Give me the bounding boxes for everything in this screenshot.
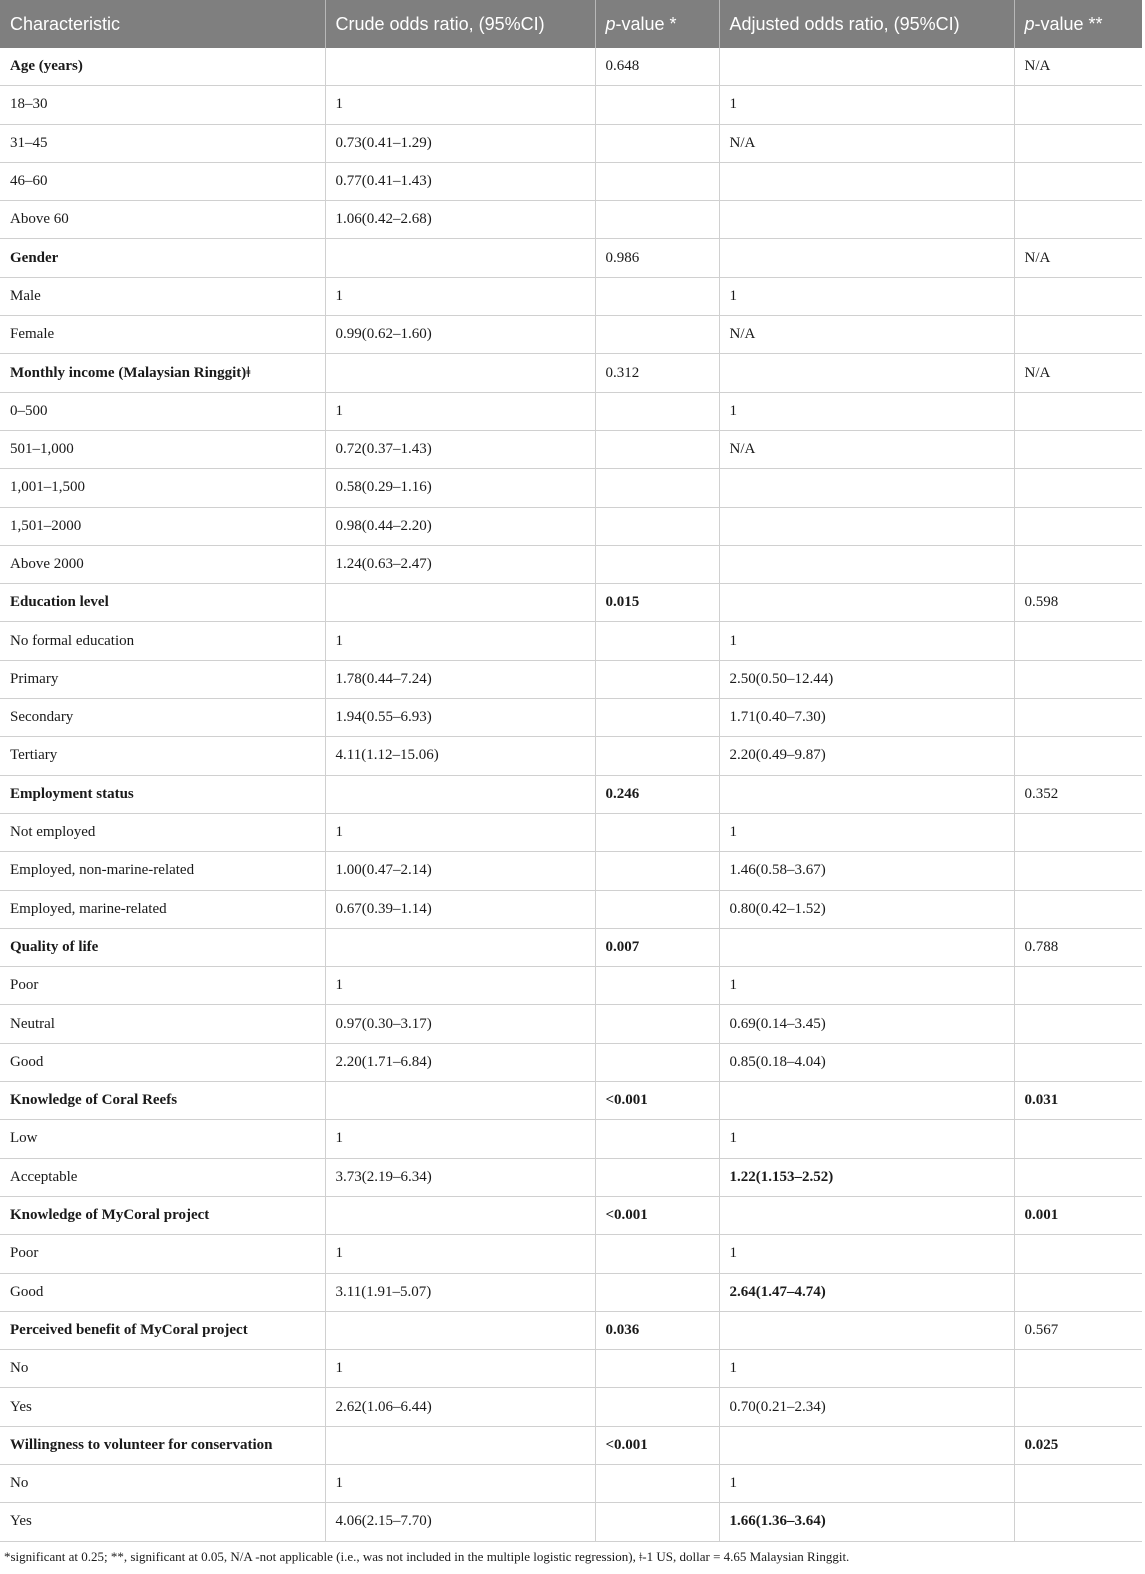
adjusted-odds-ratio-cell <box>719 507 1014 545</box>
p-value-adjusted-cell <box>1014 1120 1142 1158</box>
table-row <box>0 813 1142 851</box>
p-value-crude-cell <box>595 392 719 430</box>
crude-odds-ratio-cell: 0.73(0.41–1.29) <box>325 124 595 162</box>
adjusted-odds-ratio-cell: 1 <box>719 1350 1014 1388</box>
p-value-crude-cell <box>595 1273 719 1311</box>
p-value-adjusted-cell: N/A <box>1014 48 1142 86</box>
adjusted-odds-ratio-cell <box>719 1082 1014 1120</box>
p-value-adjusted-cell <box>1014 430 1142 468</box>
table-row <box>0 584 1142 622</box>
p-value-adjusted-cell <box>1014 86 1142 124</box>
p-value-crude-cell <box>595 277 719 315</box>
p-value-adjusted-cell: 0.352 <box>1014 775 1142 813</box>
characteristic-cell: Not employed <box>0 813 325 851</box>
characteristic-cell: Female <box>0 316 325 354</box>
header-adjusted-odds-ratio: Adjusted odds ratio, (95%CI) <box>719 0 1014 48</box>
p-value-adjusted-cell: N/A <box>1014 239 1142 277</box>
p-value-crude-cell: 0.036 <box>595 1311 719 1349</box>
p-value-crude-cell <box>595 852 719 890</box>
crude-odds-ratio-cell: 1.78(0.44–7.24) <box>325 660 595 698</box>
table-header-row <box>0 0 1142 48</box>
adjusted-odds-ratio-cell <box>719 239 1014 277</box>
crude-odds-ratio-cell: 1.06(0.42–2.68) <box>325 201 595 239</box>
p-value-adjusted-cell: 0.788 <box>1014 928 1142 966</box>
characteristic-cell: Willingness to volunteer for conservation <box>0 1426 325 1464</box>
crude-odds-ratio-cell: 0.58(0.29–1.16) <box>325 469 595 507</box>
characteristic-cell: Above 60 <box>0 201 325 239</box>
crude-odds-ratio-cell: 1 <box>325 1464 595 1502</box>
adjusted-odds-ratio-cell: N/A <box>719 316 1014 354</box>
p-value-crude-cell: 0.312 <box>595 354 719 392</box>
adjusted-odds-ratio-cell: 1 <box>719 622 1014 660</box>
p-value-crude-cell <box>595 1120 719 1158</box>
p-value-crude-cell <box>595 545 719 583</box>
adjusted-odds-ratio-cell: 1 <box>719 813 1014 851</box>
p-value-crude-cell: 0.648 <box>595 48 719 86</box>
crude-odds-ratio-cell: 2.62(1.06–6.44) <box>325 1388 595 1426</box>
crude-odds-ratio-cell: 1.94(0.55–6.93) <box>325 699 595 737</box>
table-row <box>0 1350 1142 1388</box>
p-value-crude-cell <box>595 124 719 162</box>
p-value-crude-cell <box>595 737 719 775</box>
adjusted-odds-ratio-cell: 1 <box>719 1235 1014 1273</box>
p-value-adjusted-cell <box>1014 1005 1142 1043</box>
p-value-crude-cell <box>595 622 719 660</box>
table-row <box>0 201 1142 239</box>
crude-odds-ratio-cell: 0.67(0.39–1.14) <box>325 890 595 928</box>
p-value-adjusted-cell <box>1014 469 1142 507</box>
crude-odds-ratio-cell: 1 <box>325 86 595 124</box>
p-value-crude-cell <box>595 813 719 851</box>
adjusted-odds-ratio-cell <box>719 162 1014 200</box>
p-value-crude-cell <box>595 1350 719 1388</box>
adjusted-odds-ratio-cell <box>719 584 1014 622</box>
p-value-adjusted-cell <box>1014 162 1142 200</box>
adjusted-odds-ratio-cell: 1.22(1.153–2.52) <box>719 1158 1014 1196</box>
crude-odds-ratio-cell: 2.20(1.71–6.84) <box>325 1043 595 1081</box>
characteristic-cell: Acceptable <box>0 1158 325 1196</box>
table-row <box>0 48 1142 86</box>
characteristic-cell: Monthly income (Malaysian Ringgit)ǂ <box>0 354 325 392</box>
p-value-crude-cell <box>595 430 719 468</box>
p-value-adjusted-cell <box>1014 737 1142 775</box>
p-value-adjusted-cell: 0.598 <box>1014 584 1142 622</box>
crude-odds-ratio-cell: 1.24(0.63–2.47) <box>325 545 595 583</box>
table-body <box>0 48 1142 1541</box>
crude-odds-ratio-cell <box>325 48 595 86</box>
header-characteristic: Characteristic <box>0 0 325 48</box>
characteristic-cell: Low <box>0 1120 325 1158</box>
table-row <box>0 392 1142 430</box>
characteristic-cell: Employed, non-marine-related <box>0 852 325 890</box>
crude-odds-ratio-cell: 1 <box>325 967 595 1005</box>
table-row <box>0 622 1142 660</box>
p-value-crude-cell <box>595 1503 719 1541</box>
p-value-adjusted-cell <box>1014 1388 1142 1426</box>
characteristic-cell: 0–500 <box>0 392 325 430</box>
crude-odds-ratio-cell: 1 <box>325 622 595 660</box>
characteristic-cell: Age (years) <box>0 48 325 86</box>
p-value-adjusted-cell <box>1014 1273 1142 1311</box>
crude-odds-ratio-cell: 1 <box>325 1350 595 1388</box>
characteristic-cell: Poor <box>0 1235 325 1273</box>
adjusted-odds-ratio-cell: N/A <box>719 430 1014 468</box>
table-row <box>0 890 1142 928</box>
p-value-crude-cell <box>595 1464 719 1502</box>
p-value-crude-cell <box>595 967 719 1005</box>
adjusted-odds-ratio-cell <box>719 928 1014 966</box>
characteristic-cell: Primary <box>0 660 325 698</box>
p-value-crude-cell: 0.246 <box>595 775 719 813</box>
adjusted-odds-ratio-cell: 1 <box>719 392 1014 430</box>
table-row <box>0 162 1142 200</box>
adjusted-odds-ratio-cell: N/A <box>719 124 1014 162</box>
table-row <box>0 967 1142 1005</box>
table-row <box>0 1158 1142 1196</box>
adjusted-odds-ratio-cell: 1.71(0.40–7.30) <box>719 699 1014 737</box>
table-row <box>0 928 1142 966</box>
p-value-crude-cell: 0.015 <box>595 584 719 622</box>
table-row <box>0 1464 1142 1502</box>
table-row <box>0 1426 1142 1464</box>
adjusted-odds-ratio-cell <box>719 545 1014 583</box>
p-value-adjusted-cell: 0.031 <box>1014 1082 1142 1120</box>
header-crude-odds-ratio: Crude odds ratio, (95%CI) <box>325 0 595 48</box>
crude-odds-ratio-cell: 1 <box>325 277 595 315</box>
characteristic-cell: Knowledge of MyCoral project <box>0 1196 325 1234</box>
adjusted-odds-ratio-cell: 1 <box>719 1464 1014 1502</box>
table-row <box>0 1273 1142 1311</box>
crude-odds-ratio-cell <box>325 928 595 966</box>
table-row <box>0 86 1142 124</box>
adjusted-odds-ratio-cell: 1 <box>719 967 1014 1005</box>
table-row <box>0 737 1142 775</box>
crude-odds-ratio-cell <box>325 354 595 392</box>
table-row <box>0 316 1142 354</box>
characteristic-cell: Neutral <box>0 1005 325 1043</box>
crude-odds-ratio-cell <box>325 1311 595 1349</box>
p-value-adjusted-cell: 0.025 <box>1014 1426 1142 1464</box>
p-value-crude-cell <box>595 162 719 200</box>
table-row <box>0 124 1142 162</box>
p-value-crude-cell: 0.986 <box>595 239 719 277</box>
adjusted-odds-ratio-cell <box>719 48 1014 86</box>
adjusted-odds-ratio-cell: 0.69(0.14–3.45) <box>719 1005 1014 1043</box>
p-value-adjusted-cell: 0.567 <box>1014 1311 1142 1349</box>
table-row <box>0 1196 1142 1234</box>
characteristic-cell: 1,501–2000 <box>0 507 325 545</box>
crude-odds-ratio-cell: 3.11(1.91–5.07) <box>325 1273 595 1311</box>
adjusted-odds-ratio-cell: 0.85(0.18–4.04) <box>719 1043 1014 1081</box>
characteristic-cell: Gender <box>0 239 325 277</box>
p-value-crude-cell <box>595 316 719 354</box>
adjusted-odds-ratio-cell: 1 <box>719 277 1014 315</box>
p-value-adjusted-cell <box>1014 1158 1142 1196</box>
characteristic-cell: 46–60 <box>0 162 325 200</box>
header-p-value-adjusted: p-value ** <box>1014 0 1142 48</box>
characteristic-cell: Secondary <box>0 699 325 737</box>
characteristic-cell: No formal education <box>0 622 325 660</box>
characteristic-cell: 18–30 <box>0 86 325 124</box>
table-row <box>0 430 1142 468</box>
crude-odds-ratio-cell <box>325 1082 595 1120</box>
adjusted-odds-ratio-cell <box>719 354 1014 392</box>
p-value-adjusted-cell <box>1014 316 1142 354</box>
p-value-adjusted-cell <box>1014 813 1142 851</box>
adjusted-odds-ratio-cell: 1 <box>719 86 1014 124</box>
p-value-crude-cell <box>595 699 719 737</box>
p-value-crude-cell <box>595 890 719 928</box>
table-row <box>0 660 1142 698</box>
table-row <box>0 507 1142 545</box>
adjusted-odds-ratio-cell <box>719 201 1014 239</box>
crude-odds-ratio-cell: 1 <box>325 1120 595 1158</box>
adjusted-odds-ratio-cell: 1 <box>719 1120 1014 1158</box>
crude-odds-ratio-cell: 0.98(0.44–2.20) <box>325 507 595 545</box>
characteristic-cell: Above 2000 <box>0 545 325 583</box>
characteristic-cell: Poor <box>0 967 325 1005</box>
p-value-adjusted-cell <box>1014 201 1142 239</box>
p-value-crude-cell: <0.001 <box>595 1196 719 1234</box>
adjusted-odds-ratio-cell <box>719 1426 1014 1464</box>
p-value-crude-cell <box>595 1388 719 1426</box>
p-value-adjusted-cell <box>1014 507 1142 545</box>
adjusted-odds-ratio-cell: 0.80(0.42–1.52) <box>719 890 1014 928</box>
p-value-crude-cell <box>595 1235 719 1273</box>
crude-odds-ratio-cell: 0.99(0.62–1.60) <box>325 316 595 354</box>
p-value-crude-cell <box>595 86 719 124</box>
table-row <box>0 1120 1142 1158</box>
table-row <box>0 1043 1142 1081</box>
crude-odds-ratio-cell <box>325 775 595 813</box>
p-value-adjusted-cell <box>1014 1503 1142 1541</box>
p-value-adjusted-cell <box>1014 1350 1142 1388</box>
crude-odds-ratio-cell <box>325 239 595 277</box>
adjusted-odds-ratio-cell <box>719 1311 1014 1349</box>
adjusted-odds-ratio-cell: 2.50(0.50–12.44) <box>719 660 1014 698</box>
p-value-adjusted-cell: 0.001 <box>1014 1196 1142 1234</box>
crude-odds-ratio-cell: 4.06(2.15–7.70) <box>325 1503 595 1541</box>
crude-odds-ratio-cell: 1 <box>325 813 595 851</box>
p-value-adjusted-cell <box>1014 392 1142 430</box>
crude-odds-ratio-cell <box>325 1196 595 1234</box>
table-row <box>0 1235 1142 1273</box>
crude-odds-ratio-cell: 1.00(0.47–2.14) <box>325 852 595 890</box>
adjusted-odds-ratio-cell: 0.70(0.21–2.34) <box>719 1388 1014 1426</box>
adjusted-odds-ratio-cell: 2.20(0.49–9.87) <box>719 737 1014 775</box>
p-value-crude-cell <box>595 660 719 698</box>
p-value-crude-cell: <0.001 <box>595 1426 719 1464</box>
characteristic-cell: Quality of life <box>0 928 325 966</box>
crude-odds-ratio-cell: 0.72(0.37–1.43) <box>325 430 595 468</box>
characteristic-cell: Knowledge of Coral Reefs <box>0 1082 325 1120</box>
crude-odds-ratio-cell: 4.11(1.12–15.06) <box>325 737 595 775</box>
table-row <box>0 1082 1142 1120</box>
adjusted-odds-ratio-cell <box>719 775 1014 813</box>
characteristic-cell: Education level <box>0 584 325 622</box>
table-row <box>0 699 1142 737</box>
table-row <box>0 239 1142 277</box>
characteristic-cell: Tertiary <box>0 737 325 775</box>
characteristic-cell: Yes <box>0 1388 325 1426</box>
table-row <box>0 1388 1142 1426</box>
table-row <box>0 277 1142 315</box>
p-value-adjusted-cell <box>1014 545 1142 583</box>
crude-odds-ratio-cell: 3.73(2.19–6.34) <box>325 1158 595 1196</box>
p-value-adjusted-cell <box>1014 1235 1142 1273</box>
crude-odds-ratio-cell: 1 <box>325 1235 595 1273</box>
p-value-adjusted-cell: N/A <box>1014 354 1142 392</box>
crude-odds-ratio-cell: 0.97(0.30–3.17) <box>325 1005 595 1043</box>
characteristic-cell: Good <box>0 1043 325 1081</box>
table-row <box>0 852 1142 890</box>
characteristic-cell: No <box>0 1350 325 1388</box>
characteristic-cell: No <box>0 1464 325 1502</box>
header-p-value-crude: p-value * <box>595 0 719 48</box>
adjusted-odds-ratio-cell: 2.64(1.47–4.74) <box>719 1273 1014 1311</box>
table-footnote: *significant at 0.25; **, significant at 0.05, N/A -not applicable (i.e., was not included in the multiple logistic regression), ǂ-1 US, dollar = 4.65 Malaysian Ringgit. <box>4 1549 850 1564</box>
characteristic-cell: Perceived benefit of MyCoral project <box>0 1311 325 1349</box>
p-value-crude-cell <box>595 507 719 545</box>
p-value-adjusted-cell <box>1014 890 1142 928</box>
crude-odds-ratio-cell <box>325 584 595 622</box>
table-row <box>0 1005 1142 1043</box>
table-row <box>0 1503 1142 1541</box>
p-value-crude-cell <box>595 1043 719 1081</box>
table-row <box>0 469 1142 507</box>
table-row <box>0 1311 1142 1349</box>
characteristic-cell: Employment status <box>0 775 325 813</box>
p-value-crude-cell <box>595 469 719 507</box>
crude-odds-ratio-cell <box>325 1426 595 1464</box>
table-row <box>0 775 1142 813</box>
table-row <box>0 354 1142 392</box>
crude-odds-ratio-cell: 1 <box>325 392 595 430</box>
characteristic-cell: Yes <box>0 1503 325 1541</box>
p-value-crude-cell <box>595 1158 719 1196</box>
characteristic-cell: 31–45 <box>0 124 325 162</box>
p-value-adjusted-cell <box>1014 1043 1142 1081</box>
crude-odds-ratio-cell: 0.77(0.41–1.43) <box>325 162 595 200</box>
adjusted-odds-ratio-cell: 1.46(0.58–3.67) <box>719 852 1014 890</box>
p-value-adjusted-cell <box>1014 967 1142 1005</box>
p-value-crude-cell <box>595 201 719 239</box>
p-value-crude-cell: 0.007 <box>595 928 719 966</box>
characteristic-cell: 501–1,000 <box>0 430 325 468</box>
adjusted-odds-ratio-cell: 1.66(1.36–3.64) <box>719 1503 1014 1541</box>
p-value-crude-cell <box>595 1005 719 1043</box>
p-value-adjusted-cell <box>1014 277 1142 315</box>
characteristic-cell: Male <box>0 277 325 315</box>
adjusted-odds-ratio-cell <box>719 1196 1014 1234</box>
table-row <box>0 545 1142 583</box>
p-value-adjusted-cell <box>1014 1464 1142 1502</box>
p-value-adjusted-cell <box>1014 124 1142 162</box>
p-value-crude-cell: <0.001 <box>595 1082 719 1120</box>
p-value-adjusted-cell <box>1014 699 1142 737</box>
characteristic-cell: Good <box>0 1273 325 1311</box>
adjusted-odds-ratio-cell <box>719 469 1014 507</box>
p-value-adjusted-cell <box>1014 660 1142 698</box>
characteristic-cell: Employed, marine-related <box>0 890 325 928</box>
p-value-adjusted-cell <box>1014 622 1142 660</box>
p-value-adjusted-cell <box>1014 852 1142 890</box>
characteristic-cell: 1,001–1,500 <box>0 469 325 507</box>
